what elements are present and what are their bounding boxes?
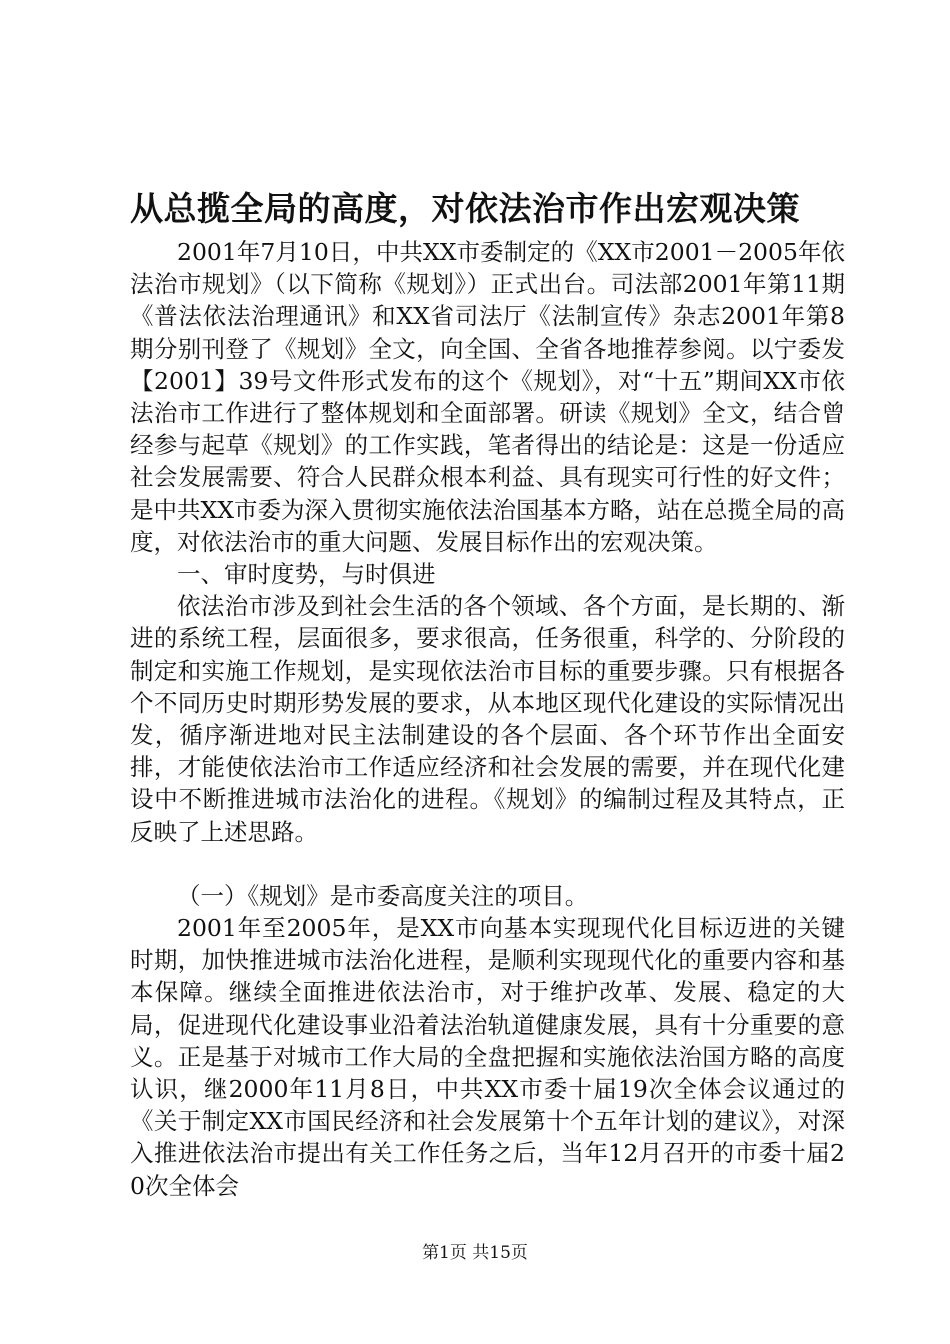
- paragraph-subsection-1: 2001年至2005年，是XX市向基本实现现代化目标迈进的关键时期，加快推进城市法治化进程，是顺利实现现代化的重要内容和基本保障。继续全面推进依法治市，对于维护改革、发展、稳定的大局，促进现代化建设事业沿着法治轨道健康发展，具有十分重要的意义。正是基于对城市工作大局的全盘把握和实施依法治国方略的高度认识，继2000年11月8日，中共XX市委十届19次全体会议通过的《关于制定XX市国民经济和社会发展第十个五年计划的建议》，对深入推进依法治市提出有关工作任务之后，当年12月召开的市委十届20次全体会: [130, 914, 845, 1200]
- document-title: 从总揽全局的高度，对依法治市作出宏观决策: [130, 189, 800, 228]
- subsection-heading-1: （一）《规划》是市委高度关注的项目。: [177, 881, 589, 910]
- page-footer: 第1页 共15页: [422, 1243, 528, 1263]
- section-heading-1: 一、审时度势，与时俱进: [177, 560, 436, 589]
- document-body: [130, 236, 845, 1202]
- paragraph-section-1: 依法治市涉及到社会生活的各个领域、各个方面，是长期的、渐进的系统工程，层面很多，要求很高，任务很重，科学的、分阶段的制定和实施工作规划，是实现依法治市目标的重要步骤。只有根据各个不同历史时期形势发展的要求，从本地区现代化建设的实际情况出发，循序渐进地对民主法制建设的各个层面、各个环节作出全面安排，才能使依法治市工作适应经济和社会发展的需要，并在现代化建设中不断推进城市法治化的进程。《规划》的编制过程及其特点，正反映了上述思路。: [130, 592, 845, 846]
- paragraph-intro: 2001年7月10日，中共XX市委制定的《XX市2001－2005年依法治市规划》（以下简称《规划》）正式出台。司法部2001年第11期《普法依法治理通讯》和XX省司法厅《法制宣传》杂志2001年第8期分别刊登了《规划》全文，向全国、全省各地推荐参阅。以宁委发【2001】39号文件形式发布的这个《规划》，对“十五”期间XX市依法治市工作进行了整体规划和全面部署。研读《规划》全文，结合曾经参与起草《规划》的工作实践，笔者得出的结论是：这是一份适应社会发展需要、符合人民群众根本利益、具有现实可行性的好文件；是中共XX市委为深入贯彻实施依法治国基本方略，站在总揽全局的高度，对依法治市的重大问题、发展目标作出的宏观决策。: [130, 238, 845, 556]
